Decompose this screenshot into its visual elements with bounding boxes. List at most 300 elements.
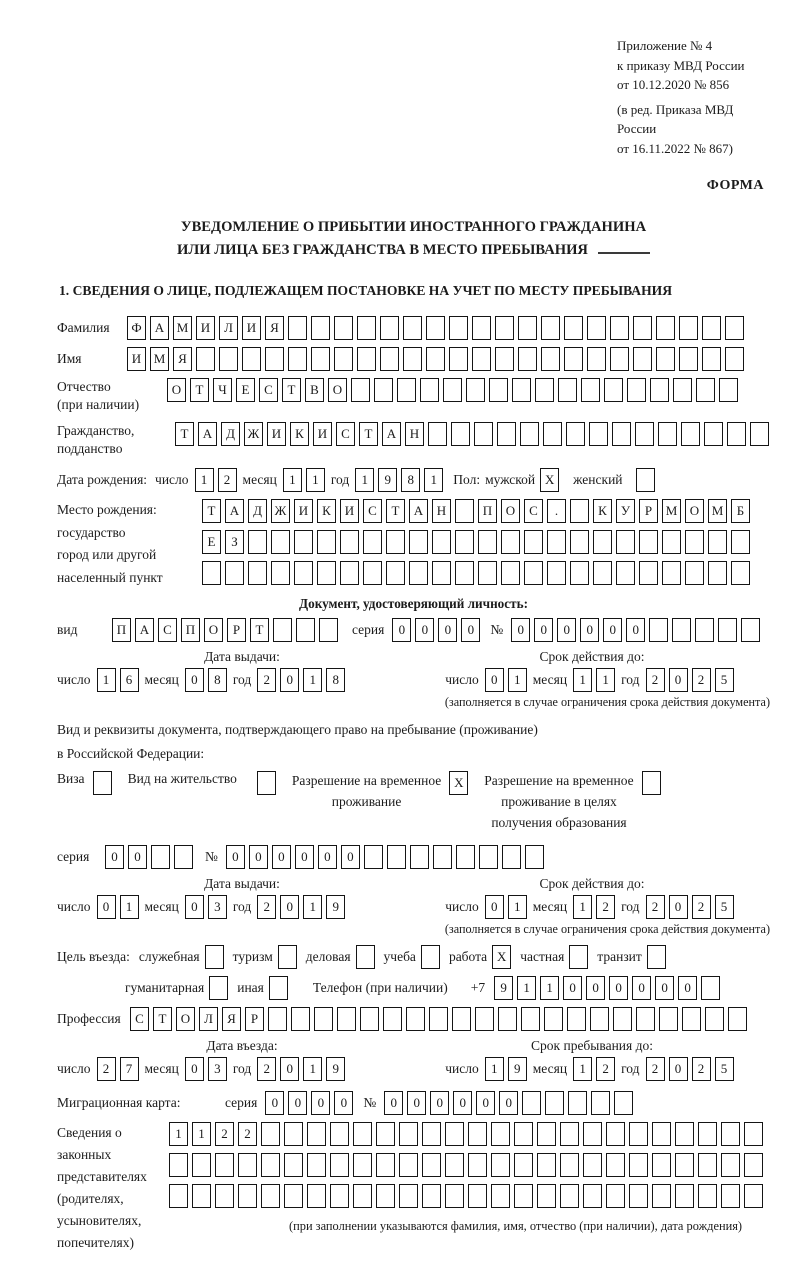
purpose-row2: [57, 976, 770, 1000]
char-cell: [633, 347, 652, 371]
entry-dates: [57, 1057, 770, 1081]
char-cell: [409, 561, 428, 585]
char-cell: [610, 316, 629, 340]
day-label: число: [445, 672, 479, 688]
char-cell: 0: [415, 618, 434, 642]
char-cell: 1: [573, 895, 592, 919]
residence-issue-day: [97, 895, 139, 919]
char-cell: [731, 530, 750, 554]
char-cell: [307, 1184, 326, 1208]
day-label: число: [445, 1061, 479, 1077]
char-cell: 0: [603, 618, 622, 642]
char-cell: [383, 1007, 402, 1031]
representatives-cells: [169, 1122, 763, 1234]
appendix-line: к приказу МВД России: [617, 57, 745, 73]
identity-doc-title: Документ, удостоверяющий личность:: [299, 596, 528, 612]
char-cell: 0: [580, 618, 599, 642]
char-cell: 1: [303, 668, 322, 692]
purpose-business: деловая: [306, 945, 375, 969]
title-blank-line: [598, 239, 650, 254]
char-cell: [662, 530, 681, 554]
char-cell: А: [198, 422, 217, 446]
doc-number-cells: [511, 618, 760, 642]
char-cell: [265, 347, 284, 371]
char-cell: [541, 347, 560, 371]
char-cell: 2: [646, 1057, 665, 1081]
issue-date-title: Дата выдачи:: [204, 649, 280, 665]
char-cell: 5: [715, 1057, 734, 1081]
char-cell: [294, 530, 313, 554]
year-label: год: [232, 1061, 252, 1077]
char-cell: 0: [341, 845, 360, 869]
char-cell: 0: [563, 976, 582, 1000]
char-cell: 0: [392, 618, 411, 642]
month-label: месяц: [532, 1061, 568, 1077]
appendix-line: (в ред. Приказа МВД России: [617, 101, 734, 136]
char-cell: [468, 1184, 487, 1208]
res-number-label: №: [205, 849, 218, 865]
char-cell: К: [317, 499, 336, 523]
residence-issue-year: [257, 895, 345, 919]
char-cell: [629, 1122, 648, 1146]
char-cell: [570, 530, 589, 554]
char-cell: С: [336, 422, 355, 446]
char-cell: [422, 1184, 441, 1208]
char-cell: 0: [265, 1091, 284, 1115]
char-cell: [587, 347, 606, 371]
char-cell: [311, 316, 330, 340]
char-cell: 2: [692, 668, 711, 692]
migration-series-cells: [265, 1091, 353, 1115]
entry-date-headers: [57, 1038, 770, 1054]
char-cell: 0: [609, 976, 628, 1000]
form-title-line1: УВЕДОМЛЕНИЕ О ПРИБЫТИИ ИНОСТРАННОГО ГРАЖДАНИНА: [180, 219, 647, 235]
char-cell: [288, 316, 307, 340]
char-cell: [675, 1153, 694, 1177]
char-cell: [675, 1184, 694, 1208]
char-cell: [744, 1184, 763, 1208]
month-label: месяц: [532, 672, 568, 688]
char-cell: М: [708, 499, 727, 523]
char-cell: [719, 378, 738, 402]
char-cell: 0: [105, 845, 124, 869]
char-cell: 1: [303, 895, 322, 919]
char-cell: [560, 1184, 579, 1208]
char-cell: [679, 347, 698, 371]
char-cell: Ф: [127, 316, 146, 340]
char-cell: П: [112, 618, 131, 642]
char-cell: [319, 618, 338, 642]
char-cell: 1: [508, 668, 527, 692]
purpose-official-checkbox: [205, 945, 224, 969]
char-cell: [520, 422, 539, 446]
representatives-row3: [169, 1184, 763, 1208]
char-cell: [558, 378, 577, 402]
char-cell: [429, 1007, 448, 1031]
char-cell: 0: [407, 1091, 426, 1115]
residence-issue-group: [57, 895, 345, 919]
first-name-label: Имя: [57, 351, 82, 367]
char-cell: З: [225, 530, 244, 554]
char-cell: [698, 1153, 717, 1177]
char-cell: [616, 561, 635, 585]
char-cell: [489, 378, 508, 402]
char-cell: [472, 316, 491, 340]
char-cell: [497, 422, 516, 446]
char-cell: [495, 347, 514, 371]
char-cell: Е: [236, 378, 255, 402]
char-cell: [635, 422, 654, 446]
char-cell: [432, 561, 451, 585]
char-cell: 1: [508, 895, 527, 919]
visa-checkbox: [93, 771, 112, 795]
representatives-row1: [169, 1122, 763, 1146]
char-cell: [662, 561, 681, 585]
char-cell: Т: [153, 1007, 172, 1031]
char-cell: [721, 1184, 740, 1208]
char-cell: [271, 530, 290, 554]
char-cell: 0: [295, 845, 314, 869]
char-cell: [376, 1153, 395, 1177]
char-cell: [610, 347, 629, 371]
char-cell: [627, 378, 646, 402]
identity-issue-group: [57, 668, 345, 692]
char-cell: [403, 316, 422, 340]
char-cell: [428, 422, 447, 446]
char-cell: [633, 316, 652, 340]
char-cell: [307, 1153, 326, 1177]
residence-valid-group: [445, 895, 733, 919]
purpose-work-checkbox: X: [492, 945, 511, 969]
purpose-humanitarian-checkbox: [209, 976, 228, 1000]
char-cell: Т: [359, 422, 378, 446]
char-cell: [725, 347, 744, 371]
char-cell: [583, 1122, 602, 1146]
char-cell: [581, 378, 600, 402]
char-cell: [702, 316, 721, 340]
char-cell: [721, 1122, 740, 1146]
char-cell: [397, 378, 416, 402]
char-cell: С: [259, 378, 278, 402]
patronymic-cells: [167, 378, 738, 402]
char-cell: [659, 1007, 678, 1031]
char-cell: 1: [120, 895, 139, 919]
char-cell: [364, 845, 383, 869]
char-cell: [501, 530, 520, 554]
forma-label: ФОРМА: [706, 178, 764, 193]
char-cell: [731, 561, 750, 585]
identity-issue-year: [257, 668, 345, 692]
char-cell: 1: [517, 976, 536, 1000]
char-cell: 1: [303, 1057, 322, 1081]
form-title-line2: ИЛИ ЛИЦА БЕЗ ГРАЖДАНСТВА В МЕСТО ПРЕБЫВАНИЯ: [57, 239, 770, 262]
char-cell: [708, 561, 727, 585]
char-cell: [399, 1184, 418, 1208]
char-cell: 0: [678, 976, 697, 1000]
option-temp-residence: Разрешение на временное проживание X: [292, 771, 468, 813]
option-visa: Виза: [57, 771, 112, 795]
phone-cells: [494, 976, 720, 1000]
char-cell: Н: [432, 499, 451, 523]
first-name-cells: [127, 347, 744, 371]
char-cell: 1: [192, 1122, 211, 1146]
month-label: месяц: [144, 672, 179, 688]
char-cell: 0: [453, 1091, 472, 1115]
char-cell: 2: [257, 895, 276, 919]
char-cell: П: [478, 499, 497, 523]
char-cell: 0: [280, 1057, 299, 1081]
char-cell: 0: [557, 618, 576, 642]
year-label: год: [621, 1061, 640, 1077]
char-cell: 0: [280, 895, 299, 919]
year-label: год: [621, 672, 640, 688]
residence-valid-year: [646, 895, 734, 919]
char-cell: 1: [596, 668, 615, 692]
patronymic-row: [57, 378, 770, 414]
char-cell: [656, 347, 675, 371]
char-cell: 0: [272, 845, 291, 869]
citizenship-row: [57, 422, 770, 458]
char-cell: [491, 1184, 510, 1208]
sex-female-pair: [573, 468, 654, 492]
char-cell: 1: [97, 668, 116, 692]
birth-place-row1: [202, 499, 750, 523]
char-cell: А: [150, 316, 169, 340]
char-cell: [547, 561, 566, 585]
char-cell: 0: [499, 1091, 518, 1115]
char-cell: [422, 1153, 441, 1177]
char-cell: [547, 530, 566, 554]
char-cell: 0: [485, 668, 504, 692]
doc-series-label: серия: [352, 621, 385, 637]
char-cell: [357, 316, 376, 340]
sex-male-pair: [453, 468, 559, 492]
char-cell: 0: [185, 895, 204, 919]
char-cell: Т: [202, 499, 221, 523]
char-cell: 2: [238, 1122, 257, 1146]
char-cell: [566, 422, 585, 446]
char-cell: [672, 618, 691, 642]
char-cell: [537, 1153, 556, 1177]
char-cell: Л: [199, 1007, 218, 1031]
char-cell: [169, 1184, 188, 1208]
char-cell: [449, 316, 468, 340]
char-cell: [652, 1122, 671, 1146]
char-cell: [307, 1122, 326, 1146]
purpose-other-checkbox: [269, 976, 288, 1000]
char-cell: 2: [97, 1057, 116, 1081]
char-cell: [294, 561, 313, 585]
residence-doc-date-headers: [57, 876, 770, 892]
char-cell: [524, 530, 543, 554]
char-cell: [478, 530, 497, 554]
identity-valid-group: [445, 668, 733, 692]
res-series-label: серия: [57, 849, 90, 865]
char-cell: [445, 1122, 464, 1146]
char-cell: И: [340, 499, 359, 523]
char-cell: [337, 1007, 356, 1031]
char-cell: О: [685, 499, 704, 523]
char-cell: [196, 347, 215, 371]
char-cell: [363, 561, 382, 585]
char-cell: [192, 1184, 211, 1208]
char-cell: [445, 1153, 464, 1177]
char-cell: [629, 1184, 648, 1208]
char-cell: [567, 1007, 586, 1031]
citizenship-label: Гражданство, подданство: [57, 422, 135, 456]
char-cell: [570, 499, 589, 523]
char-cell: [537, 1122, 556, 1146]
char-cell: [658, 422, 677, 446]
purpose-private-checkbox: [569, 945, 588, 969]
profession-row: [57, 1007, 770, 1031]
char-cell: Д: [248, 499, 267, 523]
char-cell: 2: [596, 1057, 615, 1081]
char-cell: [225, 561, 244, 585]
char-cell: О: [328, 378, 347, 402]
char-cell: О: [204, 618, 223, 642]
char-cell: [445, 1184, 464, 1208]
purpose-row1: [57, 945, 770, 969]
char-cell: [744, 1122, 763, 1146]
char-cell: 6: [120, 668, 139, 692]
char-cell: П: [181, 618, 200, 642]
char-cell: [456, 845, 475, 869]
char-cell: 3: [208, 895, 227, 919]
char-cell: [681, 422, 700, 446]
char-cell: [360, 1007, 379, 1031]
char-cell: [169, 1153, 188, 1177]
char-cell: [704, 422, 723, 446]
char-cell: 2: [692, 895, 711, 919]
day-label: число: [57, 672, 91, 688]
char-cell: И: [267, 422, 286, 446]
char-cell: [512, 378, 531, 402]
char-cell: [679, 316, 698, 340]
char-cell: [451, 422, 470, 446]
char-cell: [696, 378, 715, 402]
char-cell: [284, 1153, 303, 1177]
appendix-line: от 16.11.2022 № 867): [617, 140, 734, 156]
char-cell: Р: [245, 1007, 264, 1031]
identity-doc-date-headers: [57, 649, 770, 665]
identity-valid-day: [485, 668, 527, 692]
char-cell: [468, 1153, 487, 1177]
year-label: год: [330, 472, 350, 488]
residence-doc-note: (заполняется в случае ограничения срока действия документа): [444, 922, 770, 937]
purpose-label: Цель въезда:: [57, 949, 130, 965]
char-cell: 8: [326, 668, 345, 692]
sex-male-checkbox: X: [540, 468, 559, 492]
char-cell: [468, 1122, 487, 1146]
char-cell: [522, 1091, 541, 1115]
char-cell: 3: [208, 1057, 227, 1081]
phone-label: Телефон (при наличии): [312, 980, 448, 996]
char-cell: [727, 422, 746, 446]
identity-doc-dates: [57, 668, 770, 692]
char-cell: [564, 316, 583, 340]
char-cell: [363, 530, 382, 554]
year-label: год: [232, 899, 252, 915]
char-cell: 2: [257, 668, 276, 692]
char-cell: [151, 845, 170, 869]
char-cell: 2: [692, 1057, 711, 1081]
char-cell: [353, 1122, 372, 1146]
char-cell: [351, 378, 370, 402]
purpose-business-checkbox: [356, 945, 375, 969]
char-cell: 8: [208, 668, 227, 692]
char-cell: 0: [534, 618, 553, 642]
char-cell: [702, 347, 721, 371]
doc-number-label: №: [490, 621, 504, 637]
char-cell: 1: [355, 468, 374, 492]
birth-date-label: Дата рождения:: [57, 471, 148, 487]
char-cell: [725, 316, 744, 340]
char-cell: Ж: [271, 499, 290, 523]
day-label: число: [445, 899, 479, 915]
temp-residence-education-checkbox: [642, 771, 661, 795]
char-cell: [649, 618, 668, 642]
representatives-block: [57, 1122, 770, 1254]
char-cell: С: [158, 618, 177, 642]
doc-kind-label: вид: [57, 621, 78, 637]
char-cell: [376, 1122, 395, 1146]
char-cell: И: [313, 422, 332, 446]
char-cell: [535, 378, 554, 402]
profession-cells: [130, 1007, 747, 1031]
char-cell: О: [176, 1007, 195, 1031]
char-cell: [728, 1007, 747, 1031]
migration-card-label: Миграционная карта:: [57, 1095, 181, 1111]
char-cell: [340, 561, 359, 585]
char-cell: 1: [573, 668, 592, 692]
char-cell: 0: [461, 618, 480, 642]
char-cell: [386, 530, 405, 554]
char-cell: 0: [226, 845, 245, 869]
char-cell: [380, 316, 399, 340]
char-cell: [495, 316, 514, 340]
entry-date-title: Дата въезда:: [206, 1038, 278, 1054]
char-cell: [403, 347, 422, 371]
char-cell: С: [524, 499, 543, 523]
purpose-private: частная: [520, 945, 588, 969]
birth-place-row2: [202, 530, 750, 554]
char-cell: [491, 1153, 510, 1177]
char-cell: 0: [185, 1057, 204, 1081]
char-cell: [589, 422, 608, 446]
char-cell: [718, 618, 737, 642]
birth-date-row: [57, 468, 770, 492]
surname-cells: [127, 316, 744, 340]
char-cell: [330, 1122, 349, 1146]
char-cell: [590, 1007, 609, 1031]
birth-place-row3: [202, 561, 750, 585]
char-cell: А: [409, 499, 428, 523]
entry-day: [97, 1057, 139, 1081]
char-cell: [525, 845, 544, 869]
surname-label: Фамилия: [57, 320, 110, 336]
char-cell: [409, 530, 428, 554]
char-cell: 1: [540, 976, 559, 1000]
char-cell: Р: [227, 618, 246, 642]
residence-doc-dates: [57, 895, 770, 919]
char-cell: 0: [288, 1091, 307, 1115]
char-cell: [334, 316, 353, 340]
char-cell: С: [130, 1007, 149, 1031]
year-label: год: [621, 899, 640, 915]
option-residence-permit: Вид на жительство: [128, 771, 276, 795]
appendix-line: Приложение № 4: [617, 38, 713, 53]
